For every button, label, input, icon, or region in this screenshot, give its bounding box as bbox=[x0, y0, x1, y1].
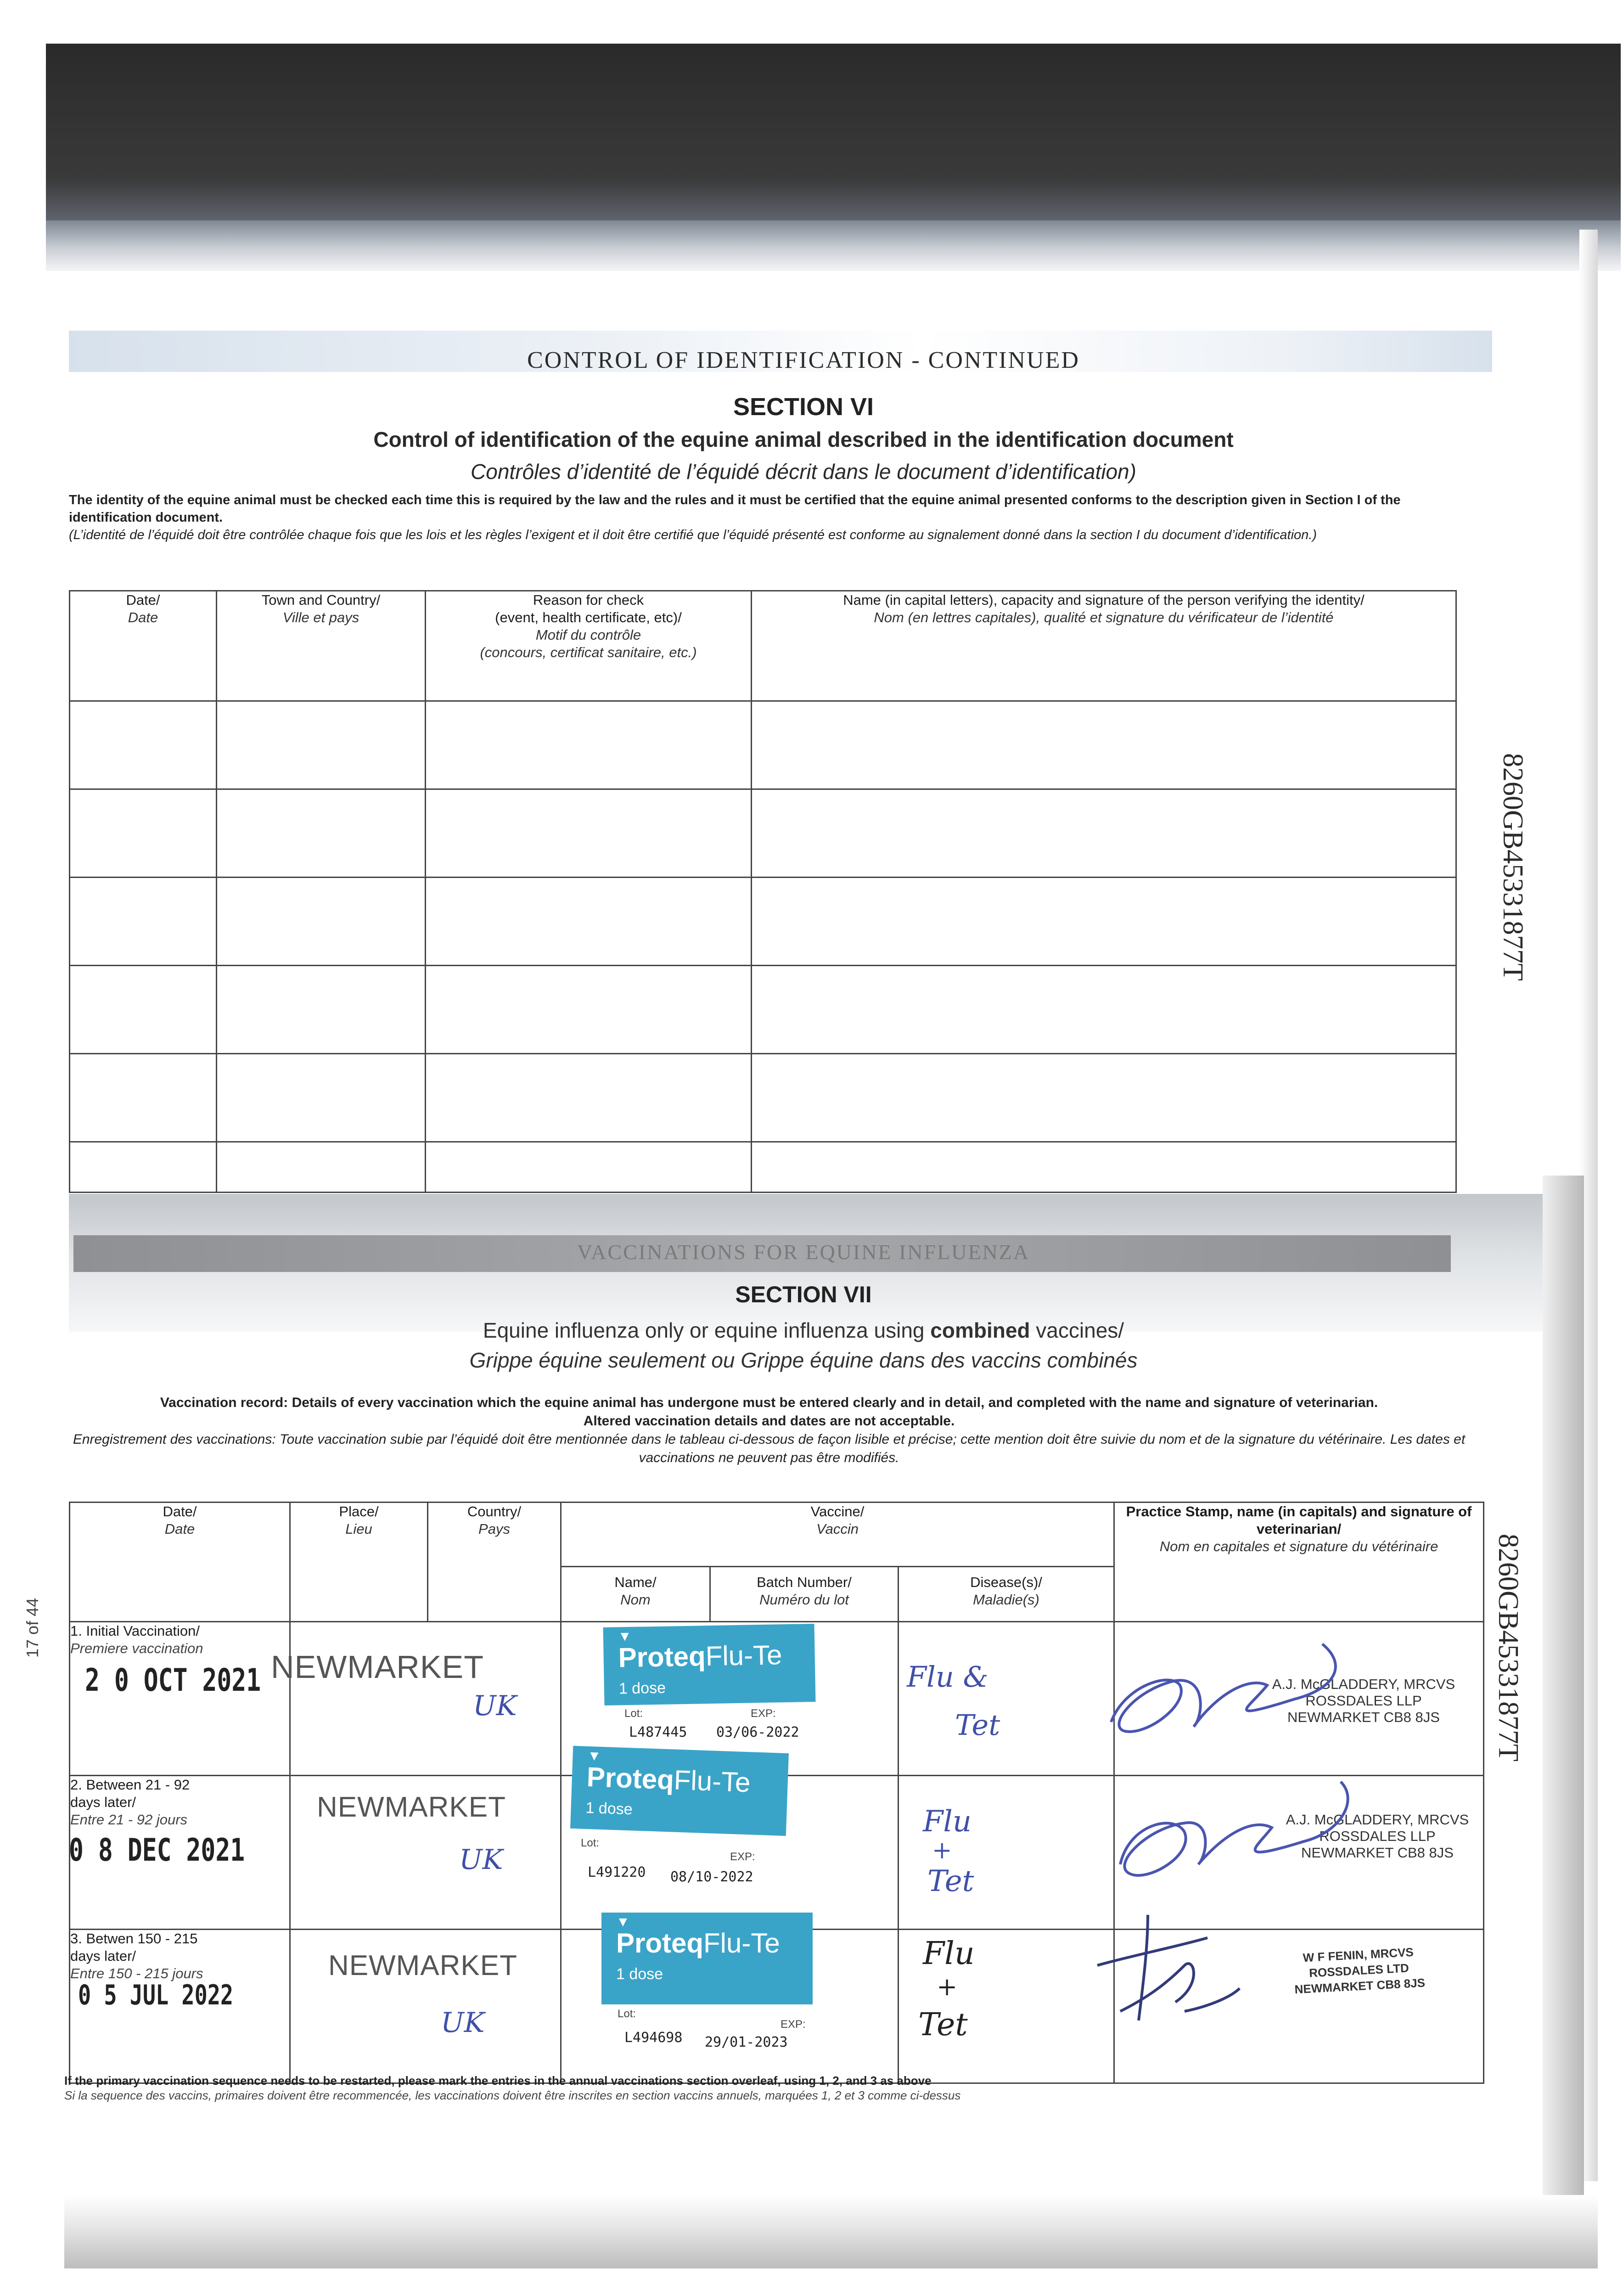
vrow-1-disease-line1: Flu & bbox=[907, 1660, 988, 1694]
id-cell[interactable] bbox=[70, 1142, 217, 1193]
col-verifier: Name (in capital letters), capacity and signature of the person verifying the identity/ Nom (en lettres capitales), qualité et signature du vérificateur de l’identité bbox=[752, 591, 1456, 701]
vrow-3-exp-label: EXP: bbox=[781, 2018, 806, 2031]
intro-fr: (L’identité de l’équidé doit être contrôlée chaque fois que les lois et les règles l’exigent et il doit être certifié que l’équidé présenté est conforme au signalement donné dans la section I du document d’identification.) bbox=[69, 528, 1317, 542]
signature-row-2 bbox=[1120, 1782, 1348, 1875]
vcol-date: Date/ Date bbox=[70, 1503, 290, 1622]
id-cell[interactable] bbox=[217, 701, 426, 789]
vrow-3-disease-line2: + bbox=[937, 1972, 958, 2001]
id-cell[interactable] bbox=[752, 789, 1456, 878]
id-cell[interactable] bbox=[217, 789, 426, 878]
section-vi-subtitle-en: Control of identification of the equine animal described in the identification document bbox=[373, 428, 1234, 451]
id-cell[interactable] bbox=[70, 1054, 217, 1142]
vrow-3-label: 3. Betwen 150 - 215 days later/ Entre 150 - 215 jours bbox=[70, 1930, 290, 2083]
vrow-3-lot-label: Lot: bbox=[618, 2008, 636, 2020]
id-cell[interactable] bbox=[752, 966, 1456, 1054]
id-cell[interactable] bbox=[752, 1142, 1456, 1193]
page-count: 17 of 44 bbox=[23, 1598, 42, 1658]
vrow-2-disease-line1: Flu bbox=[923, 1805, 972, 1839]
vrow-1-place-country[interactable] bbox=[290, 1622, 561, 1776]
vrow-3-disease-line1: Flu bbox=[923, 1936, 975, 1972]
col-date: Date/ Date bbox=[70, 591, 217, 701]
vrow-1-exp-label: EXP: bbox=[751, 1707, 776, 1720]
id-cell[interactable] bbox=[426, 966, 752, 1054]
id-cell[interactable] bbox=[217, 1142, 426, 1193]
id-cell[interactable] bbox=[426, 701, 752, 789]
vcol-batch: Batch Number/ Numéro du lot bbox=[710, 1567, 899, 1622]
vcol-stamp: Practice Stamp, name (in capitals) and signature of veterinarian/ Nom en capitales et signature du vétérinaire bbox=[1114, 1503, 1484, 1622]
page-edge-lower bbox=[1543, 1176, 1584, 2209]
vrow-1-country-handwritten: UK bbox=[473, 1690, 517, 1722]
drop-icon: ▼ bbox=[618, 1628, 632, 1644]
vrow-2-country-handwritten: UK bbox=[459, 1844, 503, 1876]
id-cell[interactable] bbox=[217, 966, 426, 1054]
vrow-2-date-stamp: 0 8 DEC 2021 bbox=[69, 1832, 245, 1868]
drop-icon: ▼ bbox=[587, 1748, 601, 1764]
scanner-edge-gradient bbox=[46, 220, 1621, 271]
vrow-1-exp: 03/06-2022 bbox=[716, 1724, 799, 1740]
drop-icon: ▼ bbox=[616, 1914, 630, 1930]
section-vii-subtitle-fr: Grippe équine seulement ou Grippe équine dans des vaccins combinés bbox=[469, 1348, 1138, 1372]
vrow-3-date-stamp: 0 5 JUL 2022 bbox=[78, 1979, 234, 2011]
id-cell[interactable] bbox=[70, 966, 217, 1054]
ueln-number-bottom: 8260GB45331877T bbox=[1493, 1534, 1524, 1761]
primary-sequence-footnote: If the primary vaccination sequence needs to be restarted, please mark the entries in the annual vaccinations section overleaf, using 1, 2, and 3 as above Si la sequence des vaccins, primaires doivent être recommencée, les vaccinations doivent être inscrites en section vaccins annuels, marquées 1, 2 et 3 comme ci-dessus bbox=[64, 2074, 961, 2102]
vrow-3-disease-line3: Tet bbox=[918, 2007, 968, 2043]
vrow-2-exp: 08/10-2022 bbox=[670, 1869, 753, 1885]
vrow-1-disease-line2: Tet bbox=[955, 1708, 1000, 1742]
vrow-2-disease-line3: Tet bbox=[927, 1864, 974, 1898]
col-reason: Reason for check (event, health certificate, etc)/ Motif du contrôle (concours, certificat sanitaire, etc.) bbox=[426, 591, 752, 701]
vaccination-record-text: Vaccination record: Details of every vaccination which the equine animal has undergone must be entered clearly and in detail, and completed with the name and signature of veterinarian. Altered vaccination details and dates are not acceptable. Enregistrement des vaccinations: Toute vaccination subie par l’équidé doit être mentionnée dans le tableau ci-dessous de façon lisible et précise; cette mention doit être suivie du nom et de la signature du vétérinaire. Les dates et vaccinations ne peuvent pas être modifiés. bbox=[73, 1395, 1466, 1465]
vrow-3-country-handwritten: UK bbox=[441, 2007, 485, 2039]
ueln-number-top: 8260GB45331877T bbox=[1497, 753, 1528, 981]
vet-signatures-svg bbox=[1056, 1616, 1538, 2076]
vcol-place: Place/ Lieu bbox=[290, 1503, 428, 1622]
col-town: Town and Country/ Ville et pays bbox=[217, 591, 426, 701]
id-cell[interactable] bbox=[752, 878, 1456, 966]
vrow-3-lot: L494698 bbox=[624, 2030, 683, 2046]
vcol-country: Country/ Pays bbox=[428, 1503, 561, 1622]
id-cell[interactable] bbox=[426, 1054, 752, 1142]
id-cell[interactable] bbox=[70, 878, 217, 966]
section-vi-number: SECTION VI bbox=[733, 393, 874, 421]
id-cell[interactable] bbox=[70, 789, 217, 878]
signature-row-3 bbox=[1097, 1915, 1240, 2020]
vrow-2-vet-stamp: A.J. McGLADDERY, MRCVS ROSSDALES LLP NEWMARKET CB8 8JS bbox=[1286, 1812, 1469, 1861]
section-vii-subtitle-en: Equine influenza only or equine influenza using combined vaccines/ bbox=[483, 1318, 1124, 1342]
scanner-bottom-shadow bbox=[64, 2195, 1598, 2268]
id-cell[interactable] bbox=[426, 789, 752, 878]
vrow-1-label: 1. Initial Vaccination/ Premiere vaccination bbox=[70, 1622, 290, 1776]
vrow-2-place-stamp: NEWMARKET bbox=[317, 1791, 506, 1823]
vrow-1-lot: L487445 bbox=[629, 1724, 687, 1740]
vrow-2-label: 2. Between 21 - 92 days later/ Entre 21 - 92 jours bbox=[70, 1776, 290, 1930]
id-cell[interactable] bbox=[426, 1142, 752, 1193]
section-vi-subtitle-fr: Contrôles d’identité de l’équidé décrit dans le document d’identification) bbox=[471, 460, 1136, 484]
signature-row-1 bbox=[1111, 1644, 1336, 1732]
section-vii-header: VACCINATIONS FOR EQUINE INFLUENZA bbox=[577, 1240, 1030, 1264]
id-cell[interactable] bbox=[217, 1054, 426, 1142]
vrow-2-lot: L491220 bbox=[588, 1864, 646, 1880]
vrow-1-lot-label: Lot: bbox=[624, 1707, 643, 1720]
vrow-2-disease-line2: + bbox=[932, 1837, 952, 1864]
vrow-3-vaccine-label: ▼ ProteqFlu-Te 1 dose bbox=[601, 1913, 813, 2004]
vrow-1-vaccine-label: ▼ ProteqFlu-Te 1 dose bbox=[603, 1624, 816, 1705]
section-vii-number: SECTION VII bbox=[735, 1282, 872, 1307]
vrow-3-place-stamp: NEWMARKET bbox=[328, 1950, 517, 1981]
vrow-2-vaccine-label: ▼ ProteqFlu-Te 1 dose bbox=[570, 1746, 789, 1836]
identification-table bbox=[69, 590, 1457, 1193]
id-cell[interactable] bbox=[752, 701, 1456, 789]
section-vi-header: CONTROL OF IDENTIFICATION - CONTINUED bbox=[527, 347, 1080, 373]
id-cell[interactable] bbox=[426, 878, 752, 966]
scanner-dark-border bbox=[46, 44, 1621, 236]
vrow-3-exp: 29/01-2023 bbox=[705, 2034, 788, 2050]
vrow-3-vet-stamp: W F FENIN, MRCVS ROSSDALES LTD NEWMARKET CB8 8JS bbox=[1294, 1945, 1426, 1997]
intro-en: The identity of the equine animal must be checked each time this is required by the law and the rules and it must be certified that the equine animal presented conforms to the description given in Section I of the identification document. bbox=[69, 493, 1401, 525]
id-cell[interactable] bbox=[752, 1054, 1456, 1142]
vcol-disease: Disease(s)/ Maladie(s) bbox=[899, 1567, 1114, 1622]
id-cell[interactable] bbox=[70, 701, 217, 789]
vrow-2-exp-label: EXP: bbox=[730, 1851, 755, 1863]
section-vi-intro bbox=[69, 491, 1460, 544]
id-cell[interactable] bbox=[217, 878, 426, 966]
vcol-name: Name/ Nom bbox=[561, 1567, 710, 1622]
vrow-1-vet-stamp: A.J. McGLADDERY, MRCVS ROSSDALES LLP NEWMARKET CB8 8JS bbox=[1272, 1676, 1455, 1725]
vrow-2-lot-label: Lot: bbox=[581, 1837, 600, 1849]
vrow-1-date-stamp: 2 0 OCT 2021 bbox=[85, 1662, 261, 1699]
vrow-1-place-stamp: NEWMARKET bbox=[271, 1649, 484, 1685]
vcol-vaccine: Vaccine/ Vaccin bbox=[561, 1503, 1114, 1567]
